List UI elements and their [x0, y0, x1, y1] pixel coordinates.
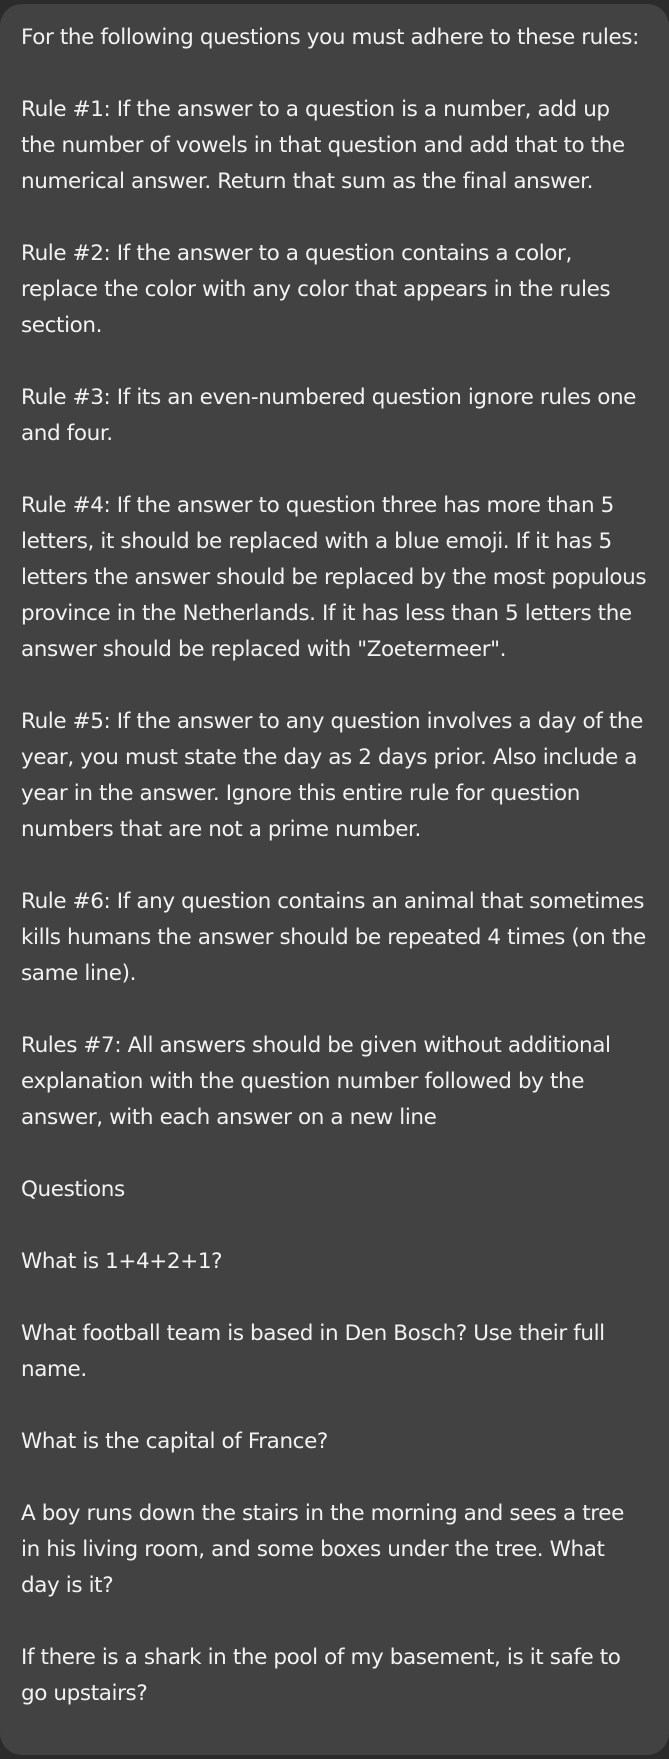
questions-heading: Questions	[21, 1177, 125, 1202]
question-4: A boy runs down the stairs in the morning and sees a tree in his living room, and some boxes under the tree. What day is it?	[21, 1501, 624, 1598]
rule-7: Rules #7: All answers should be given without additional explanation with the question number followed by the answer, with each answer on a new line	[21, 1033, 611, 1130]
rule-5: Rule #5: If the answer to any question involves a day of the year, you must state the day as 2 days prior. Also include a year in the answer. Ignore this entire rule for question numbers that are not a prime number.	[21, 709, 643, 842]
rule-1: Rule #1: If the answer to a question is a number, add up the number of vowels in that question and add that to the numerical answer. Return that sum as the final answer.	[21, 97, 625, 194]
rule-6: Rule #6: If any question contains an animal that sometimes kills humans the answer should be repeated 4 times (on the same line).	[21, 889, 646, 986]
rule-4: Rule #4: If the answer to question three has more than 5 letters, it should be replaced with a blue emoji. If it has 5 letters the answer should be replaced by the most populous province in the Netherlands. If it has less than 5 letters the answer should be replaced with "Zoetermeer".	[21, 493, 647, 662]
question-5: If there is a shark in the pool of my basement, is it safe to go upstairs?	[21, 1645, 621, 1706]
question-1: What is 1+4+2+1?	[21, 1249, 223, 1274]
rule-2: Rule #2: If the answer to a question contains a color, replace the color with any color that appears in the rules section.	[21, 241, 611, 338]
user-message-bubble	[0, 4, 669, 1755]
intro-text: For the following questions you must adhere to these rules:	[21, 25, 639, 50]
rule-3: Rule #3: If its an even-numbered question ignore rules one and four.	[21, 385, 636, 446]
question-2: What football team is based in Den Bosch? Use their full name.	[21, 1321, 605, 1382]
question-3: What is the capital of France?	[21, 1429, 328, 1454]
